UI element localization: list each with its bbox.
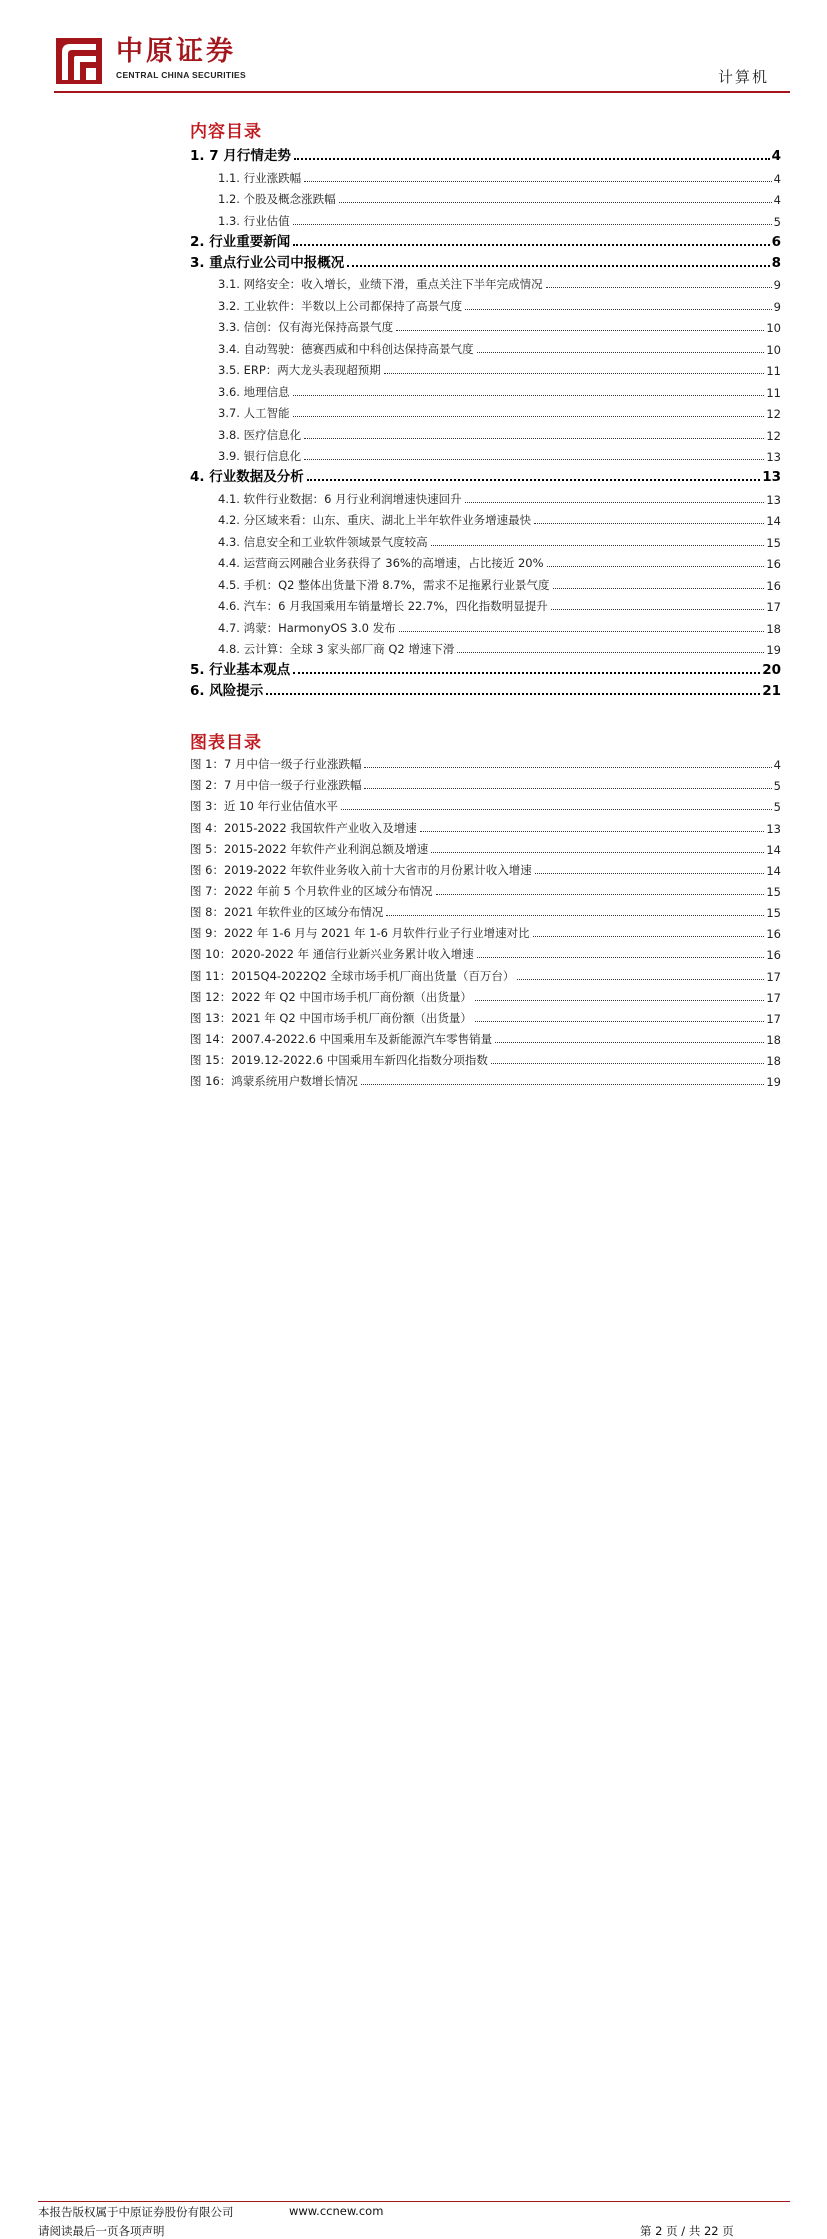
toc-entry[interactable]: [190, 314, 781, 336]
toc-entry-page: 19: [766, 1075, 781, 1090]
toc-entry-label: 3.8. 医疗信息化: [218, 427, 302, 442]
toc-entry-page: 11: [766, 364, 781, 378]
toc-entry-label: 3.4. 自动驾驶：德赛西威和中科创达保持高景气度: [218, 341, 474, 356]
toc-entry-page: 13: [766, 821, 781, 836]
dot-leader: [475, 1021, 764, 1022]
dot-leader: [361, 1084, 765, 1085]
toc-entry[interactable]: [190, 657, 781, 678]
brand-name-en: CENTRAL CHINA SECURITIES: [116, 70, 246, 80]
toc-entry-label: 3. 重点行业公司中报概况: [190, 254, 345, 271]
toc-entry-page: 11: [766, 385, 781, 400]
toc-entry-page: 16: [766, 948, 781, 963]
toc-entry[interactable]: [190, 207, 781, 229]
toc-entry[interactable]: [190, 1005, 781, 1026]
toc-entry-label: 图 16：鸿蒙系统用户数增长情况: [190, 1074, 358, 1089]
dot-leader: [266, 693, 760, 695]
toc-entry-page: 14: [766, 514, 781, 528]
dot-leader: [477, 352, 765, 353]
toc-entry-label: 4.1. 软件行业数据：6 月行业利润增速快速回升: [218, 491, 462, 506]
toc-entry-page: 20: [762, 662, 781, 678]
toc-entry[interactable]: [190, 941, 781, 962]
dot-leader: [384, 373, 765, 374]
toc-entry-label: 图 9：2022 年 1-6 月与 2021 年 1-6 月软件行业子行业增速对比: [190, 926, 530, 941]
toc-entry-page: 14: [766, 842, 781, 857]
toc-entry[interactable]: [190, 443, 781, 465]
dot-leader: [339, 202, 772, 203]
toc-entry-page: 14: [766, 863, 781, 878]
toc-entry-page: 17: [766, 600, 781, 614]
toc-entry-page: 17: [766, 969, 781, 984]
toc-entry[interactable]: [190, 271, 781, 293]
dot-leader: [294, 158, 770, 160]
dot-leader: [293, 244, 769, 246]
dot-leader: [533, 936, 765, 937]
toc-entry[interactable]: [190, 550, 781, 572]
dot-leader: [477, 957, 765, 958]
dot-leader: [364, 767, 771, 768]
toc-entry[interactable]: [190, 899, 781, 920]
dot-leader: [495, 1042, 764, 1043]
toc-entry-page: 6: [771, 233, 781, 250]
toc-entry-label: 4.5. 手机：Q2 整体出货量下滑 8.7%，需求不足拖累行业景气度: [218, 577, 550, 592]
toc-entry[interactable]: [190, 143, 781, 164]
figures-list: [190, 751, 781, 1089]
toc-entry-page: 12: [766, 407, 781, 421]
toc-entry[interactable]: [190, 357, 781, 379]
dot-leader: [293, 395, 765, 396]
toc-entry[interactable]: [190, 962, 781, 983]
toc-entry[interactable]: [190, 857, 781, 878]
toc-entry-page: 9: [773, 299, 781, 314]
toc-entry-page: 15: [766, 906, 781, 921]
toc-entry[interactable]: [190, 464, 781, 485]
dot-leader: [534, 523, 764, 524]
toc-entry[interactable]: [190, 772, 781, 793]
toc-entry[interactable]: [190, 229, 781, 250]
toc-entry-label: 1.3. 行业估值: [218, 213, 290, 228]
toc-entry[interactable]: [190, 485, 781, 507]
toc-entry-page: 13: [762, 469, 781, 485]
toc-entry-page: 4: [771, 148, 781, 164]
toc-entry-page: 4: [773, 193, 781, 207]
toc-entry-page: 17: [766, 1011, 781, 1026]
toc-entry-page: 5: [773, 779, 781, 794]
toc-entry[interactable]: [190, 528, 781, 550]
toc-entry[interactable]: [190, 1047, 781, 1068]
dot-leader: [465, 309, 772, 310]
toc-entry-label: 4.4. 运营商云网融合业务获得了 36%的高增速，占比接近 20%: [218, 556, 544, 570]
toc-entry-page: 10: [766, 342, 781, 357]
dot-leader: [553, 588, 765, 589]
toc-entry-page: 4: [773, 171, 781, 186]
toc-entry-page: 10: [766, 321, 781, 335]
page-footer: [0, 1098, 827, 2238]
toc-entry-label: 1.2. 个股及概念涨跌幅: [218, 192, 336, 206]
toc-entry[interactable]: [190, 1026, 781, 1047]
dot-leader: [293, 672, 760, 674]
dot-leader: [517, 979, 764, 980]
dot-leader: [457, 652, 764, 653]
dot-leader: [546, 287, 772, 288]
toc-entry-label: 图 3：近 10 年行业估值水平: [190, 799, 338, 814]
toc-entry-page: 16: [766, 557, 781, 571]
toc-entry[interactable]: [190, 920, 781, 941]
toc-entry-page: 16: [766, 578, 781, 593]
dot-leader: [396, 330, 764, 331]
toc-entry-page: 16: [766, 927, 781, 942]
toc-entry[interactable]: [190, 878, 781, 899]
toc-entry-label: 1. 7 月行情走势: [190, 148, 291, 164]
toc-entry-page: 18: [766, 1032, 781, 1047]
toc-entry[interactable]: [190, 292, 781, 314]
toc-entry[interactable]: [190, 614, 781, 636]
toc-entry-label: 4.6. 汽车：6 月我国乘用车销量增长 22.7%，四化指数明显提升: [218, 599, 548, 613]
toc-entry-label: 图 2：7 月中信一级子行业涨跌幅: [190, 778, 362, 793]
toc-entry-label: 3.3. 信创：仅有海光保持高景气度: [218, 320, 394, 334]
toc-entry-label: 3.7. 人工智能: [218, 406, 290, 420]
toc-entry-label: 3.1. 网络安全：收入增长，业绩下滑，重点关注下半年完成情况: [218, 277, 543, 291]
toc-entry-label: 1.1. 行业涨跌幅: [218, 170, 302, 185]
toc-entry[interactable]: [190, 250, 781, 271]
dot-leader: [431, 852, 764, 853]
toc-entry-label: 图 15：2019.12-2022.6 中国乘用车新四化指数分项指数: [190, 1053, 488, 1068]
toc-entry-label: 6. 风险提示: [190, 683, 264, 699]
page-header: [0, 0, 827, 100]
dot-leader: [551, 609, 765, 610]
toc-entry-page: 13: [766, 450, 781, 464]
dot-leader: [304, 438, 764, 439]
toc-entry-label: 4.7. 鸿蒙：HarmonyOS 3.0 发布: [218, 620, 396, 635]
toc-entry-page: 5: [773, 800, 781, 815]
header-divider: [54, 91, 790, 93]
footer-divider: [38, 2201, 790, 2202]
toc-entry-page: 4: [773, 758, 781, 773]
toc-entry[interactable]: [190, 793, 781, 814]
contents-list: [190, 143, 781, 699]
toc-entry-label: 图 8：2021 年软件业的区域分布情况: [190, 905, 384, 920]
toc-entry-label: 图 4：2015-2022 我国软件产业收入及增速: [190, 820, 417, 835]
toc-entry-label: 图 10：2020-2022 年 通信行业新兴业务累计收入增速: [190, 947, 474, 962]
toc-entry[interactable]: [190, 593, 781, 615]
toc-entry-page: 19: [766, 643, 781, 657]
toc-entry-page: 18: [766, 621, 781, 636]
dot-leader: [431, 545, 765, 546]
toc-entry[interactable]: [190, 751, 781, 772]
dot-leader: [475, 1000, 764, 1001]
toc-entry[interactable]: [190, 1068, 781, 1089]
toc-entry-page: 13: [766, 492, 781, 507]
dot-leader: [347, 265, 769, 267]
dot-leader: [307, 479, 760, 481]
dot-leader: [547, 566, 765, 567]
toc-entry[interactable]: [190, 984, 781, 1005]
toc-entry-page: 17: [766, 990, 781, 1005]
toc-entry[interactable]: [190, 814, 781, 835]
company-logo-icon: [56, 38, 102, 84]
toc-entry-label: 2. 行业重要新闻: [190, 233, 291, 250]
figures-title: 图表目录: [190, 733, 262, 753]
toc-entry[interactable]: [190, 836, 781, 857]
toc-entry-label: 图 12：2022 年 Q2 中国市场手机厂商份额（出货量）: [190, 989, 472, 1004]
toc-entry-label: 图 1：7 月中信一级子行业涨跌幅: [190, 757, 362, 772]
dot-leader: [364, 788, 771, 789]
dot-leader: [420, 831, 765, 832]
toc-entry-page: 5: [773, 214, 781, 229]
footer-page-info: 第 2 页 / 共 22 页: [640, 2224, 734, 2238]
toc-entry-page: 15: [766, 884, 781, 899]
dot-leader: [304, 459, 764, 460]
toc-entry-label: 4.8. 云计算：全球 3 家头部厂商 Q2 增速下滑: [218, 642, 455, 656]
toc-entry-label: 4.2. 分区域来看：山东、重庆、湖北上半年软件业务增速最快: [218, 513, 532, 527]
toc-entry-label: 4. 行业数据及分析: [190, 469, 304, 485]
toc-entry-label: 4.3. 信息安全和工业软件领域景气度较高: [218, 534, 428, 549]
dot-leader: [341, 809, 772, 810]
toc-entry-label: 图 6：2019-2022 年软件业务收入前十大省市的月份累计收入增速: [190, 862, 532, 877]
toc-entry-label: 3.9. 银行信息化: [218, 449, 302, 463]
toc-entry[interactable]: [190, 400, 781, 422]
toc-entry-page: 12: [766, 428, 781, 443]
report-category: 计算机: [717, 68, 769, 86]
toc-entry[interactable]: [190, 636, 781, 658]
toc-entry-label: 图 13：2021 年 Q2 中国市场手机厂商份额（出货量）: [190, 1010, 472, 1025]
toc-entry-label: 图 11：2015Q4-2022Q2 全球市场手机厂商出货量（百万台）: [190, 968, 515, 983]
toc-entry[interactable]: [190, 335, 781, 357]
dot-leader: [465, 502, 765, 503]
dot-leader: [293, 224, 772, 225]
dot-leader: [535, 873, 765, 874]
toc-entry[interactable]: [190, 164, 781, 186]
footer-website-link[interactable]: www.ccnew.com: [289, 2204, 384, 2218]
toc-entry-label: 5. 行业基本观点: [190, 662, 291, 678]
toc-entry-label: 图 7：2022 年前 5 个月软件业的区域分布情况: [190, 883, 433, 898]
toc-entry[interactable]: [190, 186, 781, 208]
toc-entry[interactable]: [190, 571, 781, 593]
toc-entry-label: 图 5：2015-2022 年软件产业利润总额及增速: [190, 841, 429, 856]
toc-entry-page: 8: [771, 254, 781, 271]
toc-entry-page: 15: [766, 535, 781, 550]
toc-entry-label: 3.5. ERP：两大龙头表现超预期: [218, 363, 381, 377]
footer-disclaimer: 请阅读最后一页各项声明: [38, 2224, 165, 2238]
dot-leader: [293, 416, 765, 417]
dot-leader: [491, 1063, 764, 1064]
contents-title: 内容目录: [190, 122, 262, 142]
dot-leader: [386, 915, 764, 916]
toc-entry-label: 3.6. 地理信息: [218, 384, 290, 399]
toc-entry-page: 21: [762, 683, 781, 699]
toc-entry[interactable]: [190, 421, 781, 443]
toc-entry-label: 3.2. 工业软件：半数以上公司都保持了高景气度: [218, 298, 463, 313]
toc-entry[interactable]: [190, 678, 781, 699]
toc-entry-page: 18: [766, 1054, 781, 1069]
dot-leader: [436, 894, 765, 895]
toc-entry-page: 9: [773, 278, 781, 292]
toc-entry[interactable]: [190, 507, 781, 529]
footer-copyright: 本报告版权属于中原证券股份有限公司: [38, 2205, 234, 2219]
dot-leader: [304, 181, 772, 182]
toc-entry-label: 图 14：2007.4-2022.6 中国乘用车及新能源汽车零售销量: [190, 1031, 493, 1046]
brand-name-cn: 中原证券: [116, 36, 236, 67]
dot-leader: [399, 631, 765, 632]
toc-entry[interactable]: [190, 378, 781, 400]
